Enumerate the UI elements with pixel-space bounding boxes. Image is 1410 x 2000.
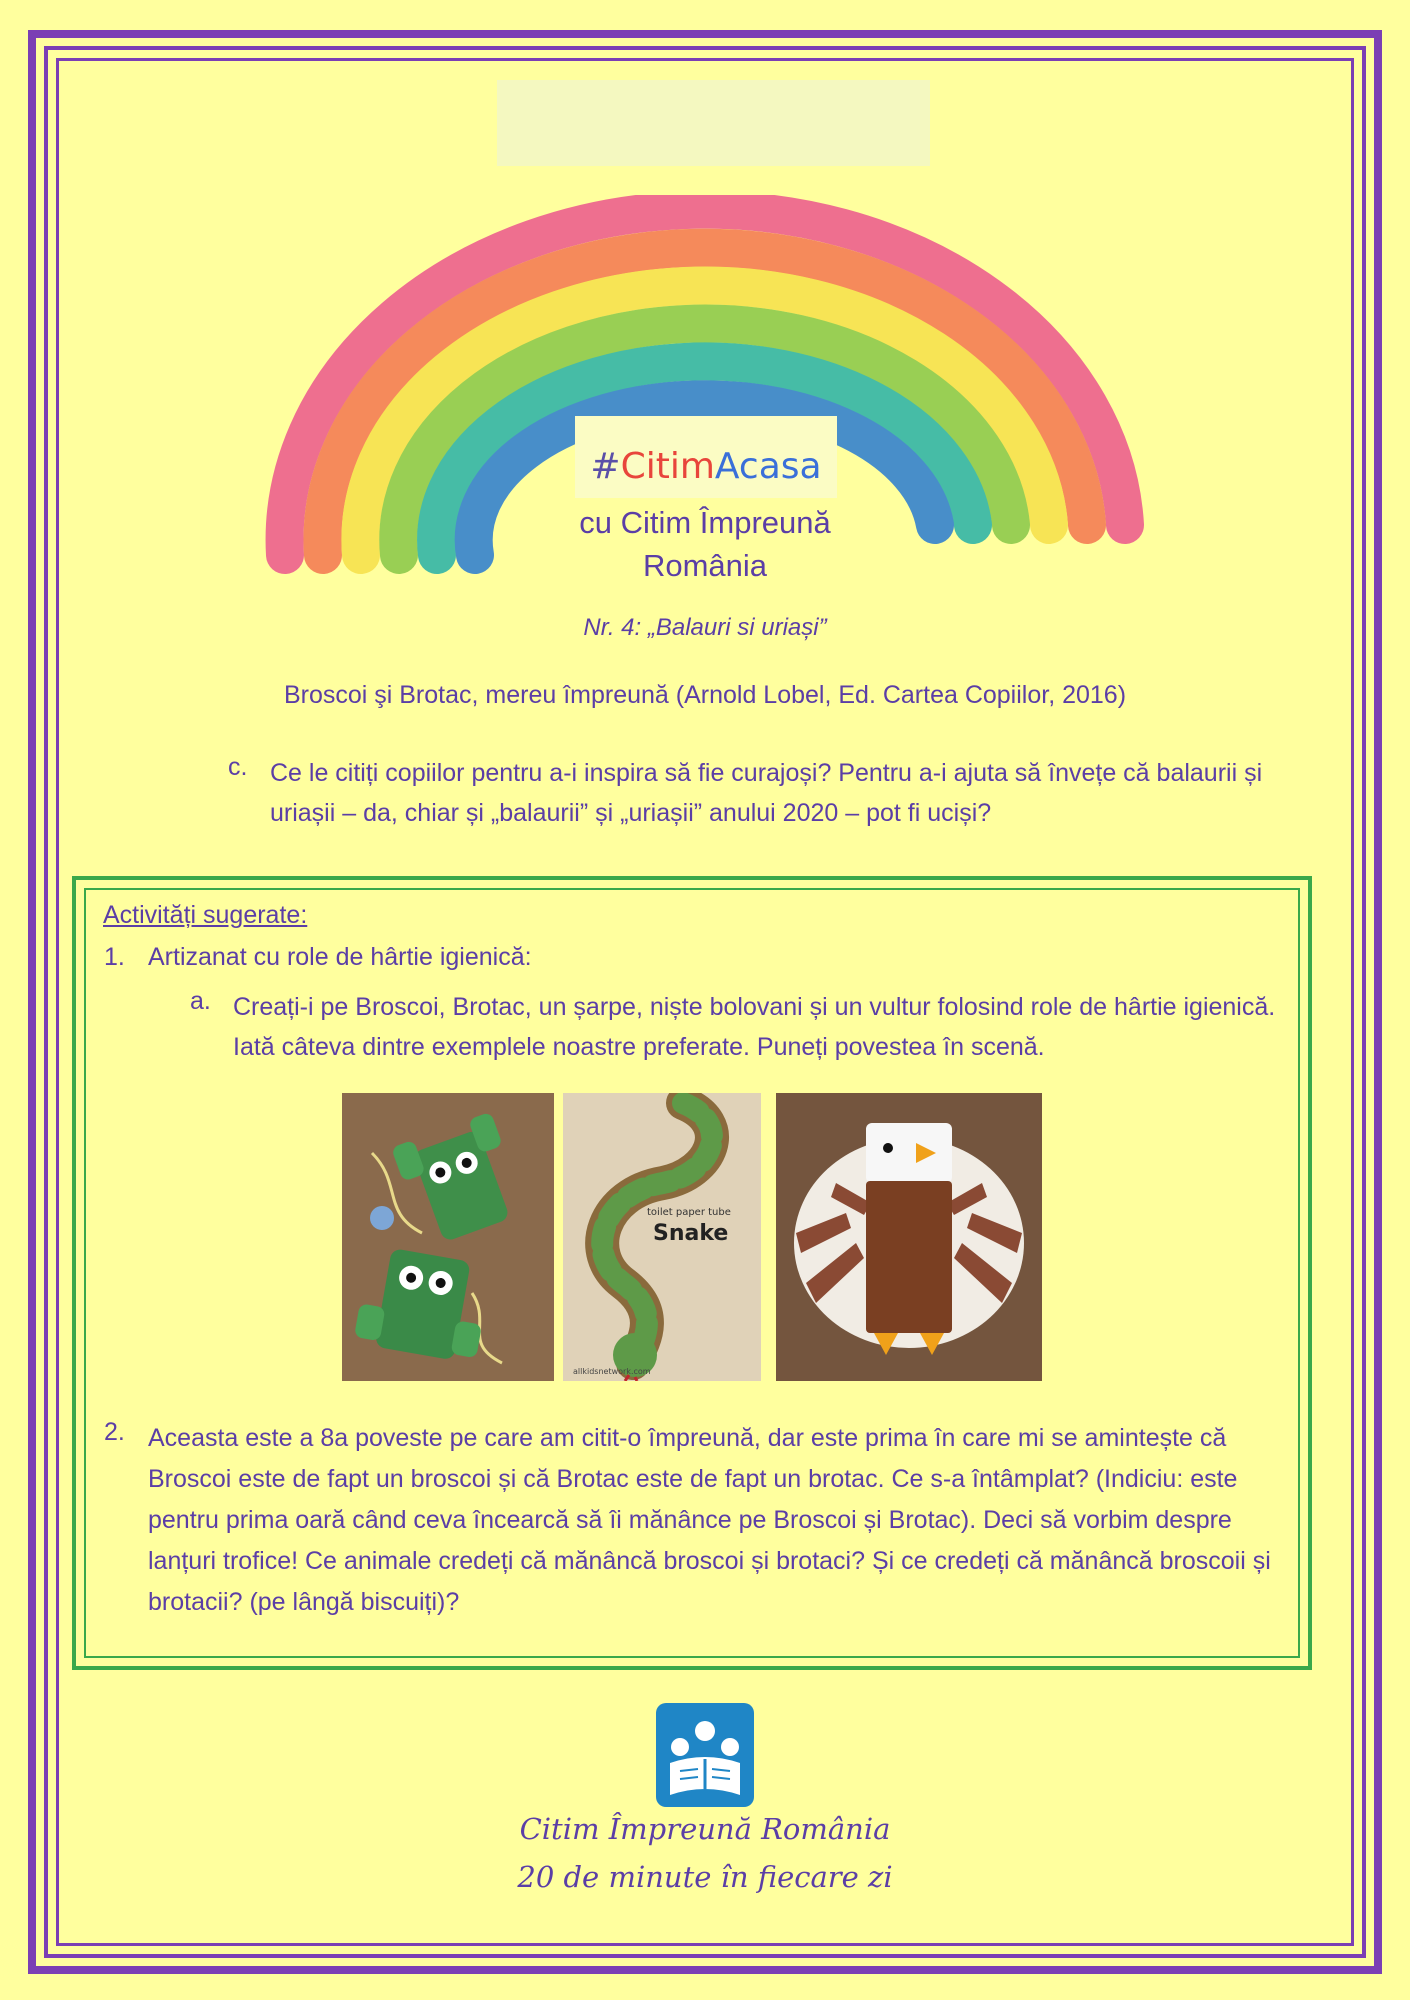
snake-caption-small: toilet paper tube xyxy=(647,1207,731,1218)
activity-2-number: 2. xyxy=(104,1418,125,1446)
footer-organization: Citim Împreună România xyxy=(519,1812,891,1846)
snake-credit: allkidsnetwork.com xyxy=(573,1367,651,1376)
activity-1a-text: Creați-i pe Broscoi, Brotac, un șarpe, niște bolovani și un vultur folosind role de hârtie igienică. Iată câteva dintre exemplele noastre preferate. Puneți povestea în scenă. xyxy=(233,993,1276,1061)
eagle-craft-photo xyxy=(776,1093,1042,1381)
hashtag-title xyxy=(575,446,837,487)
activity-2-text: Aceasta este a 8a poveste pe care am citit-o împreună, dar este prima în care mi se amintește că Broscoi este de fapt un broscoi și că Brotac este de fapt un brotac. Ce s-a întâmplat? (Indiciu: este pentru prima oară când ceva încearcă să îi mănânce pe Broscoi și Brotac). Deci să vorbim despre lanțuri trofice! Ce animale credeți că mănâncă broscoi și brotaci? Și ce credeți că mănâncă broscoii și brotacii? (pe lângă biscuiți)? xyxy=(148,1424,1271,1616)
footer-slogan: 20 de minute în fiecare zi xyxy=(517,1860,893,1894)
subtitle-line1: cu Citim Împreună xyxy=(579,505,831,540)
activities-heading: Activități sugerate: xyxy=(103,901,308,929)
snake-caption: Snake xyxy=(653,1221,729,1246)
issue-text: Nr. 4: „Balauri si uriași” xyxy=(583,614,827,641)
reading-family-icon xyxy=(656,1703,754,1807)
subtitle-line2: România xyxy=(642,548,768,583)
snake-craft-photo xyxy=(563,1093,761,1381)
question-c-text: Ce le citiți copiilor pentru a-i inspira să fie curajoși? Pentru a-i ajuta să învețe că balaurii și uriașii – da, chiar și „balaurii” și „uriașii” anului 2020 – pot fi uciși? xyxy=(270,759,1263,827)
book-reference: Broscoi şi Brotac, mereu împreună (Arnold Lobel, Ed. Cartea Copiilor, 2016) xyxy=(283,681,1127,709)
hashtag-acasa: Acasa xyxy=(714,446,822,487)
activity-1a-letter: a. xyxy=(190,987,211,1015)
issue-title xyxy=(405,614,1005,642)
hashtag-symbol: # xyxy=(590,446,621,487)
header-placeholder-box xyxy=(497,80,930,166)
activity-1-number: 1. xyxy=(104,943,125,971)
activity-1-title: Artizanat cu role de hârtie igienică: xyxy=(148,943,532,971)
question-c-letter: c. xyxy=(228,753,248,781)
frog-craft-photo xyxy=(342,1093,554,1381)
hashtag-citim: Citim xyxy=(620,446,715,487)
